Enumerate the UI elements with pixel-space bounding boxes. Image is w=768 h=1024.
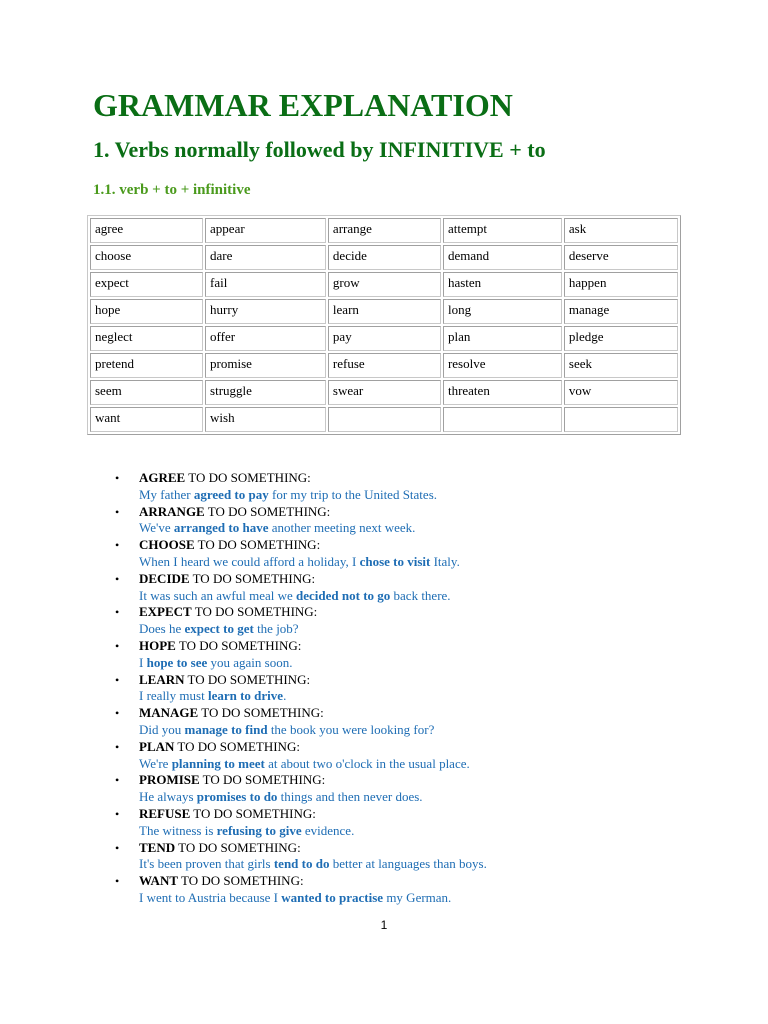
table-cell: vow <box>564 380 678 405</box>
example-highlight: refusing to give <box>216 822 302 838</box>
page-number: 1 <box>380 918 388 932</box>
verb-word: EXPECT <box>139 604 192 620</box>
example-text: . <box>283 688 287 704</box>
bullet-icon: • <box>115 504 120 519</box>
example-sentence <box>139 722 733 739</box>
list-item <box>93 571 733 605</box>
example-text: another meeting next week. <box>268 520 416 536</box>
example-sentence <box>139 823 733 840</box>
table-cell: hasten <box>443 272 562 297</box>
table-cell: want <box>90 407 203 432</box>
example-text: When I heard we could afford a holiday, I <box>139 553 360 569</box>
verb-word: WANT <box>139 873 179 889</box>
verb-pattern: TO DO SOMETHING: <box>199 772 326 788</box>
table-cell: agree <box>90 218 203 243</box>
table-cell: arrange <box>328 218 441 243</box>
verb-word: CHOOSE <box>139 537 195 553</box>
table-row <box>90 326 678 351</box>
table-cell-empty <box>328 407 441 432</box>
verb-pattern: TO DO SOMETHING: <box>184 671 311 687</box>
example-sentence <box>139 554 733 571</box>
verb-line <box>139 840 301 855</box>
table-cell: seek <box>564 353 678 378</box>
verb-pattern: TO DO SOMETHING: <box>175 839 301 855</box>
list-item <box>93 840 733 874</box>
bullet-icon: • <box>115 538 120 553</box>
bullet-icon: • <box>115 739 120 754</box>
example-highlight: wanted to practise <box>281 889 384 905</box>
table-cell: decide <box>328 245 441 270</box>
table-cell: resolve <box>443 353 562 378</box>
table-row <box>90 407 678 432</box>
list-item <box>93 638 733 672</box>
example-text: We've <box>139 520 174 536</box>
table-cell: learn <box>328 299 441 324</box>
verb-line <box>139 470 311 485</box>
example-highlight: learn to drive <box>207 688 284 704</box>
table-row <box>90 299 678 324</box>
verb-word: PROMISE <box>139 772 200 788</box>
verb-pattern: TO DO SOMETHING: <box>194 537 321 553</box>
example-text: My father <box>139 486 194 502</box>
verb-word: ARRANGE <box>139 503 205 519</box>
example-text: back there. <box>390 587 451 603</box>
example-sentence <box>139 655 733 672</box>
example-text: It was such an awful meal we <box>139 587 297 603</box>
table-row <box>90 218 678 243</box>
table-cell: plan <box>443 326 562 351</box>
bullet-icon: • <box>115 638 120 653</box>
verb-word: AGREE <box>139 470 186 485</box>
verb-pattern: TO DO SOMETHING: <box>204 503 331 519</box>
example-text: It's been proven that girls <box>139 856 274 872</box>
list-item <box>93 672 733 706</box>
example-text: I really must <box>139 688 208 704</box>
table-cell: choose <box>90 245 203 270</box>
subsection-heading: 1.1. verb + to + infinitive <box>93 182 251 198</box>
bullet-icon: • <box>115 773 120 788</box>
example-sentence <box>139 688 733 705</box>
example-text: the job? <box>253 621 299 637</box>
list-item <box>93 739 733 773</box>
verb-word: HOPE <box>139 637 176 653</box>
example-sentence <box>139 520 733 537</box>
example-text: for my trip to the United States. <box>268 486 438 502</box>
table-cell: long <box>443 299 562 324</box>
table-cell: hope <box>90 299 203 324</box>
table-cell: seem <box>90 380 203 405</box>
table-cell: expect <box>90 272 203 297</box>
bullet-icon: • <box>115 605 120 620</box>
example-text: Italy. <box>430 553 460 569</box>
document-title: GRAMMAR EXPLANATION <box>93 87 513 123</box>
table-cell: refuse <box>328 353 441 378</box>
table-cell: hurry <box>205 299 326 324</box>
verb-line <box>139 772 325 787</box>
verb-pattern: TO DO SOMETHING: <box>185 470 311 485</box>
verb-word: DECIDE <box>139 570 190 586</box>
verb-word: LEARN <box>139 671 185 687</box>
example-highlight: planning to meet <box>171 755 265 771</box>
verb-line <box>139 806 316 821</box>
example-text: at about two o'clock in the usual place. <box>264 755 470 771</box>
example-text: better at languages than boys. <box>329 856 487 872</box>
table-cell: happen <box>564 272 678 297</box>
table-row <box>90 353 678 378</box>
example-text: I <box>139 654 147 670</box>
list-item <box>93 806 733 840</box>
example-text: I went to Austria because I <box>139 889 282 905</box>
verb-line <box>139 504 330 519</box>
verb-word: REFUSE <box>139 805 191 821</box>
table-cell: manage <box>564 299 678 324</box>
table-cell: grow <box>328 272 441 297</box>
example-text: my German. <box>383 889 452 905</box>
table-cell: offer <box>205 326 326 351</box>
example-text: The witness is <box>139 822 217 838</box>
example-sentence <box>139 621 733 638</box>
table-cell: promise <box>205 353 326 378</box>
bullet-icon: • <box>115 571 120 586</box>
table-cell: swear <box>328 380 441 405</box>
verb-pattern: TO DO SOMETHING: <box>175 637 302 653</box>
example-highlight: chose to visit <box>359 553 431 569</box>
verb-pattern: TO DO SOMETHING: <box>174 738 300 754</box>
example-highlight: manage to find <box>184 721 268 737</box>
example-sentence <box>139 756 733 773</box>
bullet-icon: • <box>115 840 120 855</box>
table-cell: threaten <box>443 380 562 405</box>
example-sentence <box>139 856 733 873</box>
example-highlight: arranged to have <box>173 520 269 536</box>
list-item <box>93 470 733 504</box>
verb-word: MANAGE <box>139 705 199 721</box>
verb-line <box>139 638 301 653</box>
example-text: the book you were looking for? <box>267 721 435 737</box>
table-cell: fail <box>205 272 326 297</box>
verb-table <box>87 215 681 435</box>
example-highlight: decided not to go <box>296 587 391 603</box>
example-text: things and then never does. <box>277 789 423 805</box>
verb-example-list <box>93 470 733 907</box>
table-cell: neglect <box>90 326 203 351</box>
table-cell: pretend <box>90 353 203 378</box>
example-highlight: hope to see <box>146 654 208 670</box>
verb-word: PLAN <box>139 738 175 754</box>
list-item <box>93 873 733 907</box>
table-row <box>90 380 678 405</box>
table-cell: deserve <box>564 245 678 270</box>
table-cell-empty <box>443 407 562 432</box>
example-highlight: expect to get <box>184 621 254 637</box>
verb-word: TEND <box>139 839 176 855</box>
example-sentence <box>139 789 733 806</box>
verb-line <box>139 672 310 687</box>
table-cell: attempt <box>443 218 562 243</box>
example-sentence <box>139 588 733 605</box>
table-row <box>90 272 678 297</box>
section-heading: 1. Verbs normally followed by INFINITIVE + to <box>93 137 546 162</box>
table-cell-empty <box>564 407 678 432</box>
list-item <box>93 604 733 638</box>
example-text: He always <box>139 789 197 805</box>
table-cell: dare <box>205 245 326 270</box>
table-cell: struggle <box>205 380 326 405</box>
list-item <box>93 705 733 739</box>
example-text: you again soon. <box>207 654 293 670</box>
example-sentence <box>139 487 733 504</box>
verb-line <box>139 537 320 552</box>
verb-pattern: TO DO SOMETHING: <box>198 705 324 721</box>
verb-line <box>139 705 324 720</box>
example-highlight: agreed to pay <box>193 486 269 502</box>
example-text: evidence. <box>301 822 355 838</box>
bullet-icon: • <box>115 806 120 821</box>
list-item <box>93 537 733 571</box>
bullet-icon: • <box>115 706 120 721</box>
example-sentence <box>139 890 733 907</box>
verb-line <box>139 739 300 754</box>
example-text: We're <box>139 755 172 771</box>
example-highlight: promises to do <box>196 789 278 805</box>
bullet-icon: • <box>115 672 120 687</box>
table-cell: appear <box>205 218 326 243</box>
list-item <box>93 504 733 538</box>
table-cell: wish <box>205 407 326 432</box>
table-row <box>90 245 678 270</box>
verb-line <box>139 604 317 619</box>
verb-line <box>139 873 304 888</box>
verb-pattern: TO DO SOMETHING: <box>190 805 316 821</box>
verb-pattern: TO DO SOMETHING: <box>189 570 316 586</box>
verb-pattern: TO DO SOMETHING: <box>191 604 318 620</box>
example-text: Did you <box>139 721 185 737</box>
table-cell: pay <box>328 326 441 351</box>
table-cell: ask <box>564 218 678 243</box>
table-cell: demand <box>443 245 562 270</box>
bullet-icon: • <box>115 874 120 889</box>
bullet-icon: • <box>115 471 120 485</box>
list-item <box>93 772 733 806</box>
example-text: Does he <box>139 621 185 637</box>
example-highlight: tend to do <box>273 856 330 872</box>
table-cell: pledge <box>564 326 678 351</box>
verb-pattern: TO DO SOMETHING: <box>178 873 304 889</box>
verb-line <box>139 571 315 586</box>
